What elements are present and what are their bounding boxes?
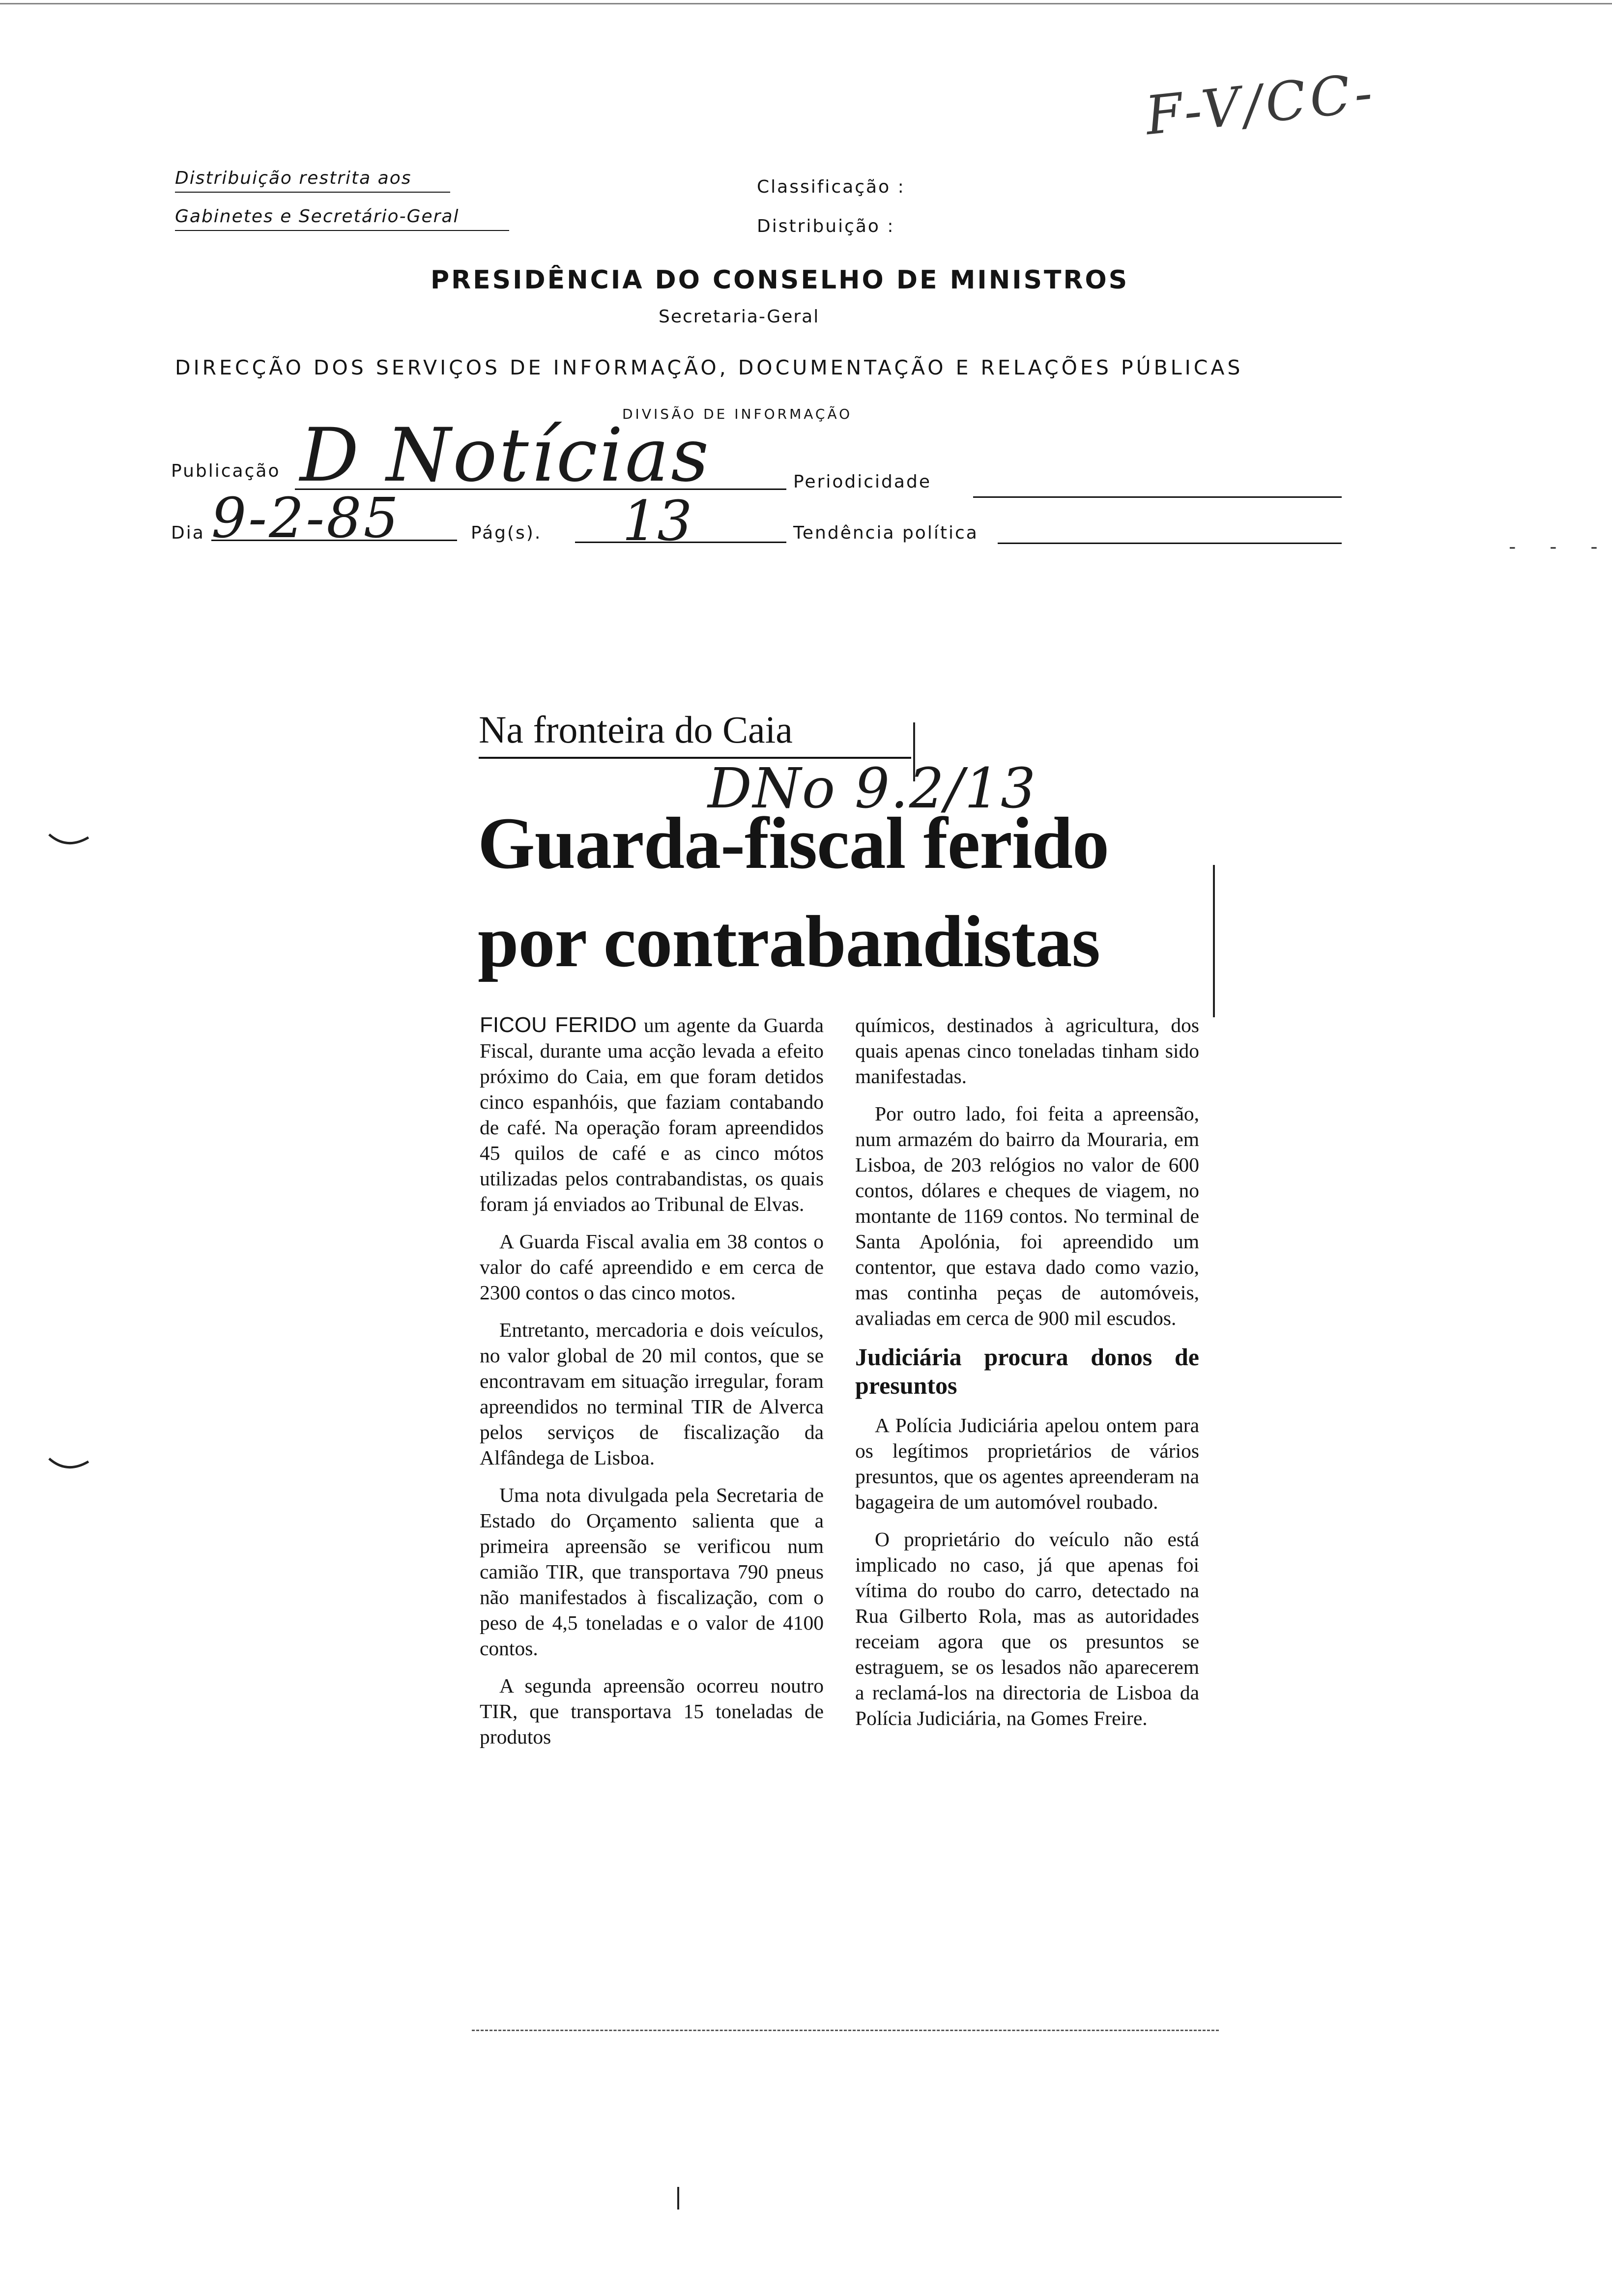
periodicity-label: Periodicidade [793, 472, 931, 492]
annotation-top-right: F-V/CC- [1142, 61, 1380, 147]
scan-dash-right: - - - [1509, 536, 1612, 558]
day-rule [211, 540, 457, 541]
scan-edge-line [0, 3, 1612, 4]
paragraph-1-text: um agente da Guarda Fiscal, durante uma acção levada a efeito próximo do Caia, em que foram detidos cinco espanhóis, que faziam contabando de café. Na operação foram apreendidos 45 quilos de café e as cinco mótos utilizadas pelos contrabandistas, os quais foram já enviados ao Tribunal de Elvas. [480, 1014, 824, 1215]
article-kicker: Na fronteira do Caia [479, 708, 793, 751]
publication-label: Publicação [171, 461, 281, 481]
paragraph-9: O proprietário do veículo não está implicado no caso, já que apenas foi vítima do roubo do carro, detectado na Rua Gilberto Rola, mas as autoridades receiam agora que os presuntos se estraguem, se os lesados não aparecerem a reclamá-los na directoria de Lisboa da Polícia Judiciária, na Gomes Freire. [855, 1528, 1199, 1729]
scan-vertical-line [1213, 865, 1215, 1017]
pages-rule [575, 542, 786, 543]
paragraph-8: A Polícia Judiciária apelou ontem para os legítimos proprietários de vários presuntos, que os agentes apreenderam na bagageira de um automóvel roubado. [855, 1414, 1199, 1513]
periodicity-rule [973, 496, 1342, 498]
pages-label: Pág(s). [471, 523, 542, 543]
headline-handwritten-note: DNo 9.2/13 [708, 757, 1037, 821]
article-bottom-rule [472, 2030, 1219, 2031]
paragraph-6: químicos, destinados à agricultura, dos quais apenas cinco toneladas tinham sido manifestadas. [855, 1014, 1199, 1088]
lead-caps: FICOU FERIDO [480, 1013, 637, 1037]
distribution-rule-1 [175, 192, 450, 193]
scan-mark-left-2 [47, 1455, 91, 1474]
day-label: Dia [171, 523, 205, 543]
classification-label: Classificação : [757, 177, 905, 197]
publication-value: D Notícias [300, 413, 711, 498]
paragraph-5: A segunda apreensão ocorreu noutro TIR, que transportava 15 toneladas de produtos [480, 1674, 824, 1748]
article-column-1 [480, 1012, 824, 1995]
subhead: Judiciária procura donos de presuntos [855, 1343, 1199, 1399]
distribution-restricted-line2: Gabinetes e Secretário-Geral [175, 206, 460, 227]
scan-mark-left-1 [47, 831, 91, 850]
tendency-label: Tendência política [793, 523, 979, 543]
day-value: 9-2-85 [211, 487, 401, 550]
directorate-line: DIRECÇÃO DOS SERVIÇOS DE INFORMAÇÃO, DOCUMENTAÇÃO E RELAÇÕES PÚBLICAS [175, 356, 1243, 379]
scan-small-mark [677, 2187, 679, 2210]
distribution-label: Distribuição : [757, 216, 895, 236]
article-column-2 [855, 1012, 1199, 1995]
headline-line-1: Guarda-fiscal ferido [478, 803, 1109, 884]
paragraph-1 [480, 1012, 824, 1217]
distribution-rule-2 [175, 230, 509, 231]
paragraph-3: Entretanto, mercadoria e dois veículos, no valor global de 20 mil contos, que se encontravam em situação irregular, foram apreendidos no terminal TIR de Alverca pelos serviços de fiscalização da Alfândega de Lisboa. [480, 1319, 824, 1469]
paragraph-2: A Guarda Fiscal avalia em 38 contos o valor do café apreendido e em cerca de 2300 contos o das cinco motos. [480, 1230, 824, 1304]
presidency-title: PRESIDÊNCIA DO CONSELHO DE MINISTROS [431, 265, 1129, 295]
division-label: DIVISÃO DE INFORMAÇÃO [622, 406, 853, 422]
secretariat-subtitle: Secretaria-Geral [659, 307, 820, 327]
paragraph-4: Uma nota divulgada pela Secretaria de Estado do Orçamento salienta que a primeira apreensão se verificou num camião TIR, que transportava 790 pneus não manifestados à fiscalização, com o peso de 4,5 toneladas e o valor de 4100 contos. [480, 1484, 824, 1660]
tendency-rule [998, 543, 1342, 544]
distribution-restricted-line1: Distribuição restrita aos [175, 168, 412, 188]
paragraph-7: Por outro lado, foi feita a apreensão, num armazém do bairro da Mouraria, em Lisboa, de 203 relógios no valor de 600 contos, dólares e cheques de viagem, no montante de 1169 contos. No terminal de Santa Apolónia, foi apreendido um contentor, que estava dado como vazio, mas continha peças de automóveis, avaliadas em cerca de 900 mil escudos. [855, 1102, 1199, 1329]
pages-value: 13 [622, 489, 692, 553]
headline-line-2: por contrabandistas [478, 901, 1100, 982]
